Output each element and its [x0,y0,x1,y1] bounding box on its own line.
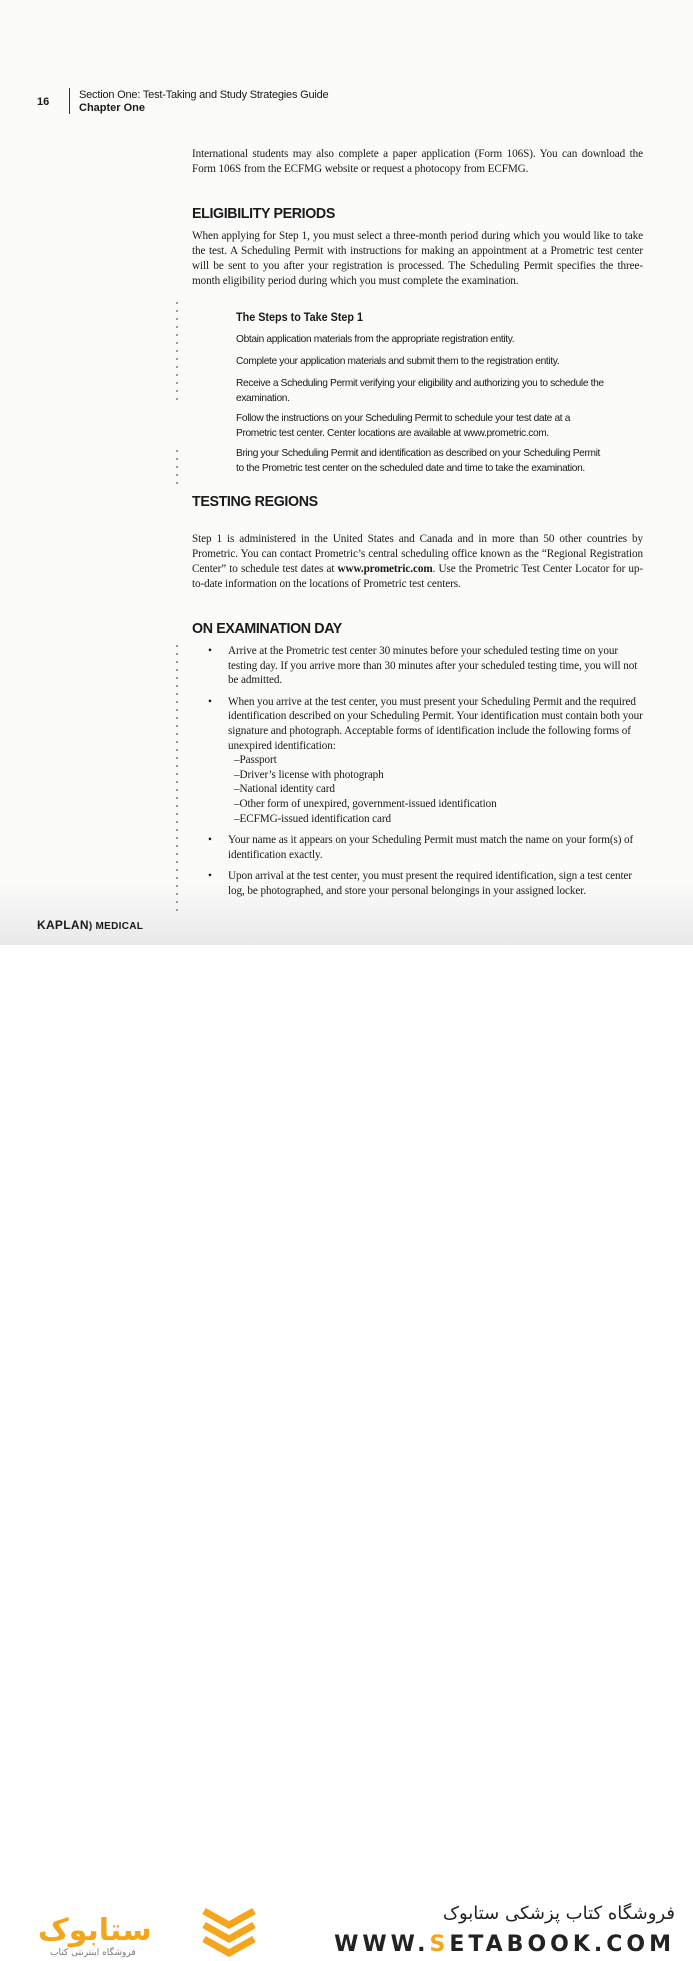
chevron-stack-icon [200,1905,258,1961]
banner-url[interactable]: WWW.SETABOOK.COM [334,1932,675,1957]
testing-regions-heading: TESTING REGIONS [192,493,318,510]
step-item: Receive a Scheduling Permit verifying your eligibility and authorizing you to schedule the examination. [236,378,604,404]
step-item: Obtain application materials from the appropriate registration entity. [236,334,515,345]
margin-dots [176,450,179,490]
list-item: • Upon arrival at the test center, you must present the required identification, sign a test center log, be photographed, and store your personal belongings in your assigned locker. [208,869,644,898]
header-divider [69,88,70,114]
list-item: • Arrive at the Prometric test center 30 minutes before your scheduled testing time on your testing day. If you arrive more than 30 minutes after your scheduled testing time, you will not be admitted. [208,644,644,688]
step-item: Complete your application materials and submit them to the registration entity. [236,356,560,367]
testing-regions-paragraph: Step 1 is administered in the United States and Canada and in more than 50 other countries by Prometric. You can contact Prometric’s central scheduling office known as the “Regional Registration Center” to schedule test dates at www.prometric.com. Use the Prometric Test Center Locator for up-to-date information on the locations of Prometric test centers. [192,533,643,590]
setabook-logo-subtitle: فروشگاه اینترنتی کتاب [50,1948,136,1958]
exam-day-heading: ON EXAMINATION DAY [192,620,342,637]
exam-day-list [208,644,644,906]
step-item: Bring your Scheduling Permit and identification as described on your Scheduling Permit to the Prometric test center on the scheduled date and time to take the examination. [236,448,601,474]
step-item: Follow the instructions on your Scheduling Permit to schedule your test date at a Prometric test center. Center locations are available at www.prometric.com. [236,413,571,439]
book-page [0,0,693,945]
list-item: – National identity card [234,782,644,797]
list-item: • Your name as it appears on your Scheduling Permit must match the name on your form(s) of identification exactly. [208,833,644,862]
eligibility-paragraph: When applying for Step 1, you must select a three-month period during which you would like to take the test. A Scheduling Permit with instructions for making an appointment at a Prometric test center will be sent to you after your registration is processed. The Scheduling Permit specifies the three-month eligibility period during which you must complete the examination. [192,230,643,287]
page-number: 16 [37,96,50,108]
list-item: – Other form of unexpired, government-issued identification [234,797,644,812]
margin-dots [176,645,179,917]
running-head-chapter: Chapter One [79,102,146,114]
setabook-logo: ستابوک [38,1913,152,1948]
banner-title: فروشگاه کتاب پزشکی ستابوک [442,1903,675,1924]
steps-box-title: The Steps to Take Step 1 [236,310,364,324]
list-item: – Passport [234,753,644,768]
eligibility-heading: ELIGIBILITY PERIODS [192,205,335,222]
list-item: • When you arrive at the test center, you must present your Scheduling Permit and the required identification described on your Scheduling Permit. Your identification must contain both your signature and photograph. Acceptable forms of identification include the following forms of unexpired identification: – Passport – Driver’s license with photograph – National identity card – Other form of unexpired, government-issued identification – ECFMG-issued identification card [208,695,644,826]
list-item: – Driver’s license with photograph [234,768,644,783]
running-head-section: Section One: Test-Taking and Study Strategies Guide [79,89,329,101]
list-item: – ECFMG-issued identification card [234,812,644,827]
intro-paragraph: International students may also complete a paper application (Form 106S). You can download the Form 106S from the ECFMG website or request a photocopy from ECFMG. [192,148,643,175]
prometric-link[interactable]: www.prometric.com [337,563,433,575]
setabook-banner [0,945,693,1958]
margin-dots [176,302,179,406]
kaplan-medical-logo: KAPLAN) MEDICAL [37,918,144,932]
id-forms-list [228,753,644,826]
